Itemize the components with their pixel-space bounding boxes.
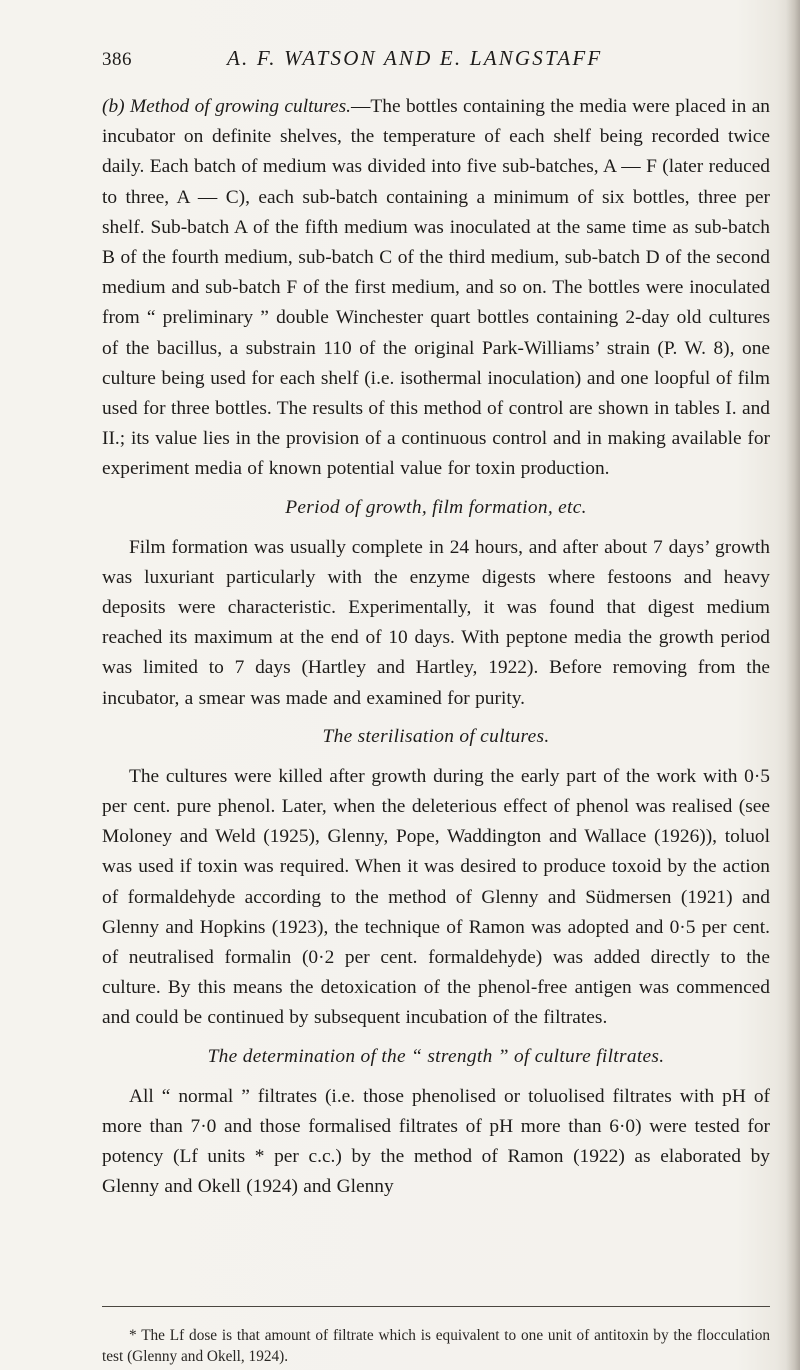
page-number: 386 [102,49,132,70]
section-heading-sterilisation: The sterilisation of cultures. [322,725,550,747]
page-header [102,43,766,77]
footnote: * The Lf dose is that amount of filtrate which is equivalent to one unit of antitoxin by the flocculation test (Glenny and Okell, 1924). [102,1327,770,1366]
body-text [102,92,770,1203]
paragraph-method-of-growing [102,92,770,485]
footnote-rule [102,1306,770,1307]
section-heading-period-of-growth: Period of growth, film formation, etc. [285,496,587,518]
paragraph-strength: All “ normal ” filtrates (i.e. those phenolised or toluolised filtrates with pH of more than 7·0 and those formalised filtrates of pH more than 6·0) were tested for potency (Lf units * per c.c.) by the method of Ramon (1922) as elaborated by Glenny and Okell (1924) and Glenny [102,1085,770,1198]
section-heading-strength: The determination of the “ strength ” of culture filtrates. [207,1045,665,1067]
running-head: A. F. WATSON AND E. LANGSTAFF [227,46,603,70]
paragraph-sterilisation: The cultures were killed after growth during the early part of the work with 0·5 per cent. pure phenol. Later, when the deleterious effect of phenol was realised (see Moloney and Weld (1925), Glenny, Pope, Waddington and Wallace (1926)), toluol was used if toxin was required. When it was desired to produce toxoid by the action of formaldehyde according to the method of Glenny and Südmersen (1921) and Glenny and Hopkins (1923), the technique of Ramon was adopted and 0·5 per cent. of neutralised formalin (0·2 per cent. formaldehyde) was added directly to the culture. By this means the detoxication of the phenol-free antigen was commenced and could be continued by subsequent incubation of the filtrates. [102,765,770,1029]
page-edge-shadow [786,0,800,1370]
paragraph-period-of-growth: Film formation was usually complete in 24 hours, and after about 7 days’ growth was luxuriant particularly with the enzyme digests where festoons and heavy deposits were characteristic. Experimentally, it was found that digest medium reached its maximum at the end of 10 days. With peptone media the growth period was limited to 7 days (Hartley and Hartley, 1922). Before removing from the incubator, a smear was made and examined for purity. [102,536,770,709]
paragraph-lead-label: (b) Method of growing cultures. [102,96,352,117]
paragraph-text: —The bottles containing the media were placed in an incubator on definite shelves, the temperature of each shelf being recorded twice daily. Each batch of medium was divided into five sub-batches, A — F (later reduced to three, A — C), each sub-batch containing a minimum of six bottles, three per shelf. Sub-batch A of the fifth medium was inoculated at the same time as sub-batch B of the fourth medium, sub-batch C of the third medium, sub-batch D of the second medium and sub-batch F of the first medium, and so on. The bottles were inoculated from “ preliminary ” double Winchester quart bottles containing 2-day old cultures of the bacillus, a substrain 110 of the original Park-Williams’ strain (P. W. 8), one culture being used for each shelf (i.e. isothermal inoculation) and one loopful of film used for three bottles. The results of this method of control are shown in tables I. and II.; its value lies in the provision of a continuous control and in making available for experiment media of known potential value for toxin production. [102,96,770,480]
